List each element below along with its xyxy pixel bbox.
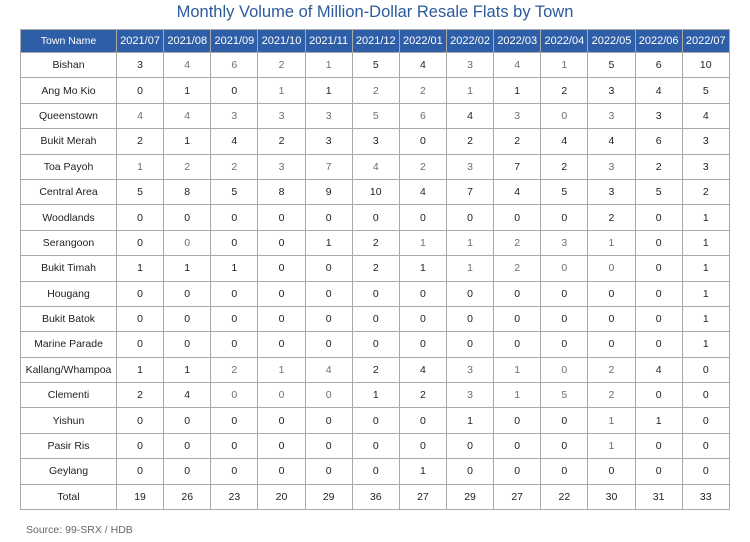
value-cell: 2 — [588, 205, 635, 230]
value-cell: 0 — [399, 205, 446, 230]
value-cell: 3 — [446, 154, 493, 179]
town-name-cell: Kallang/Whampoa — [21, 357, 117, 382]
town-name-cell: Bukit Batok — [21, 306, 117, 331]
value-cell: 0 — [635, 256, 682, 281]
value-cell: 0 — [164, 459, 211, 484]
value-cell: 4 — [117, 103, 164, 128]
value-cell: 3 — [682, 129, 729, 154]
column-header-2021-09: 2021/09 — [211, 30, 258, 53]
value-cell: 1 — [164, 129, 211, 154]
column-header-2021-07: 2021/07 — [117, 30, 164, 53]
value-cell: 4 — [399, 53, 446, 78]
total-row — [21, 484, 730, 509]
value-cell: 0 — [352, 281, 399, 306]
value-cell: 2 — [117, 383, 164, 408]
value-cell: 2 — [211, 357, 258, 382]
value-cell: 4 — [635, 357, 682, 382]
value-cell: 0 — [164, 306, 211, 331]
value-cell: 0 — [258, 306, 305, 331]
value-cell: 5 — [682, 78, 729, 103]
value-cell: 2 — [352, 230, 399, 255]
value-cell: 0 — [399, 129, 446, 154]
value-cell: 3 — [588, 179, 635, 204]
value-cell: 0 — [305, 205, 352, 230]
value-cell: 0 — [494, 281, 541, 306]
column-header-2022-04: 2022/04 — [541, 30, 588, 53]
value-cell: 0 — [258, 281, 305, 306]
value-cell: 0 — [635, 230, 682, 255]
value-cell: 0 — [588, 281, 635, 306]
value-cell: 0 — [258, 332, 305, 357]
value-cell: 0 — [588, 459, 635, 484]
value-cell: 2 — [352, 357, 399, 382]
value-cell: 3 — [446, 53, 493, 78]
value-cell: 0 — [494, 433, 541, 458]
value-cell: 0 — [305, 256, 352, 281]
value-cell: 3 — [682, 154, 729, 179]
value-cell: 4 — [635, 78, 682, 103]
value-cell: 2 — [541, 78, 588, 103]
value-cell: 0 — [588, 256, 635, 281]
value-cell: 0 — [305, 383, 352, 408]
value-cell: 1 — [494, 357, 541, 382]
value-cell: 1 — [117, 154, 164, 179]
town-name-cell: Toa Payoh — [21, 154, 117, 179]
value-cell: 0 — [258, 408, 305, 433]
value-cell: 3 — [258, 154, 305, 179]
value-cell: 4 — [494, 53, 541, 78]
value-cell: 0 — [446, 332, 493, 357]
value-cell: 4 — [588, 129, 635, 154]
value-cell: 4 — [164, 53, 211, 78]
value-cell: 1 — [588, 230, 635, 255]
town-name-cell: Bishan — [21, 53, 117, 78]
value-cell: 1 — [305, 78, 352, 103]
table-row — [21, 306, 730, 331]
value-cell: 0 — [117, 230, 164, 255]
value-cell: 3 — [352, 129, 399, 154]
town-name-cell: Central Area — [21, 179, 117, 204]
value-cell: 6 — [635, 53, 682, 78]
value-cell: 0 — [305, 459, 352, 484]
value-cell: 0 — [164, 408, 211, 433]
value-cell: 0 — [682, 357, 729, 382]
table-row — [21, 179, 730, 204]
table-row — [21, 383, 730, 408]
value-cell: 9 — [305, 179, 352, 204]
value-cell: 4 — [164, 103, 211, 128]
value-cell: 4 — [211, 129, 258, 154]
value-cell: 4 — [494, 179, 541, 204]
value-cell: 0 — [211, 332, 258, 357]
value-cell: 1 — [682, 281, 729, 306]
value-cell: 3 — [211, 103, 258, 128]
value-cell: 2 — [494, 256, 541, 281]
value-cell: 1 — [164, 78, 211, 103]
value-cell: 3 — [541, 230, 588, 255]
town-name-cell: Geylang — [21, 459, 117, 484]
value-cell: 2 — [541, 154, 588, 179]
value-cell: 0 — [305, 306, 352, 331]
total-value-cell: 19 — [117, 484, 164, 509]
value-cell: 1 — [117, 256, 164, 281]
value-cell: 0 — [164, 205, 211, 230]
value-cell: 5 — [352, 103, 399, 128]
table-row — [21, 53, 730, 78]
value-cell: 1 — [682, 230, 729, 255]
value-cell: 1 — [446, 256, 493, 281]
value-cell: 0 — [352, 205, 399, 230]
value-cell: 6 — [635, 129, 682, 154]
chart-title: Monthly Volume of Million-Dollar Resale Flats by Town — [176, 3, 574, 21]
value-cell: 2 — [399, 383, 446, 408]
value-cell: 0 — [541, 281, 588, 306]
table-row — [21, 154, 730, 179]
table-row — [21, 408, 730, 433]
value-cell: 0 — [258, 256, 305, 281]
total-value-cell: 20 — [258, 484, 305, 509]
value-cell: 5 — [211, 179, 258, 204]
column-header-2021-12: 2021/12 — [352, 30, 399, 53]
table-row — [21, 357, 730, 382]
value-cell: 0 — [541, 205, 588, 230]
value-cell: 5 — [117, 179, 164, 204]
value-cell: 3 — [305, 103, 352, 128]
total-value-cell: 27 — [494, 484, 541, 509]
value-cell: 0 — [635, 383, 682, 408]
value-cell: 0 — [211, 281, 258, 306]
value-cell: 4 — [541, 129, 588, 154]
value-cell: 0 — [164, 332, 211, 357]
value-cell: 0 — [682, 459, 729, 484]
town-name-cell: Serangoon — [21, 230, 117, 255]
value-cell: 0 — [352, 459, 399, 484]
value-cell: 0 — [117, 433, 164, 458]
value-cell: 0 — [541, 306, 588, 331]
value-cell: 5 — [352, 53, 399, 78]
total-value-cell: 30 — [588, 484, 635, 509]
value-cell: 0 — [211, 306, 258, 331]
table-row — [21, 332, 730, 357]
value-cell: 0 — [541, 357, 588, 382]
value-cell: 0 — [352, 433, 399, 458]
value-cell: 0 — [446, 306, 493, 331]
value-cell: 2 — [258, 53, 305, 78]
data-table — [20, 29, 730, 510]
value-cell: 4 — [682, 103, 729, 128]
town-name-cell: Hougang — [21, 281, 117, 306]
value-cell: 2 — [494, 129, 541, 154]
value-cell: 2 — [258, 129, 305, 154]
value-cell: 4 — [399, 179, 446, 204]
value-cell: 3 — [588, 78, 635, 103]
value-cell: 0 — [494, 205, 541, 230]
value-cell: 0 — [352, 408, 399, 433]
value-cell: 2 — [164, 154, 211, 179]
value-cell: 5 — [635, 179, 682, 204]
town-name-cell: Bukit Timah — [21, 256, 117, 281]
value-cell: 0 — [682, 383, 729, 408]
value-cell: 0 — [117, 306, 164, 331]
value-cell: 0 — [399, 281, 446, 306]
table-row — [21, 205, 730, 230]
town-name-cell: Pasir Ris — [21, 433, 117, 458]
value-cell: 1 — [211, 256, 258, 281]
source-note: Source: 99-SRX / HDB — [26, 524, 133, 536]
value-cell: 2 — [399, 78, 446, 103]
value-cell: 0 — [541, 433, 588, 458]
value-cell: 0 — [682, 433, 729, 458]
table-row — [21, 78, 730, 103]
value-cell: 0 — [399, 433, 446, 458]
value-cell: 0 — [588, 332, 635, 357]
value-cell: 1 — [635, 408, 682, 433]
value-cell: 0 — [588, 306, 635, 331]
column-header-2022-03: 2022/03 — [494, 30, 541, 53]
town-name-cell: Queenstown — [21, 103, 117, 128]
town-name-cell: Yishun — [21, 408, 117, 433]
value-cell: 1 — [541, 53, 588, 78]
table-row — [21, 256, 730, 281]
value-cell: 1 — [399, 256, 446, 281]
total-value-cell: 31 — [635, 484, 682, 509]
value-cell: 1 — [352, 383, 399, 408]
value-cell: 3 — [494, 103, 541, 128]
value-cell: 3 — [588, 154, 635, 179]
value-cell: 4 — [164, 383, 211, 408]
column-header-2022-05: 2022/05 — [588, 30, 635, 53]
value-cell: 1 — [258, 78, 305, 103]
table-row — [21, 230, 730, 255]
value-cell: 1 — [588, 408, 635, 433]
value-cell: 0 — [446, 281, 493, 306]
total-value-cell: 26 — [164, 484, 211, 509]
value-cell: 2 — [117, 129, 164, 154]
value-cell: 3 — [588, 103, 635, 128]
value-cell: 2 — [352, 78, 399, 103]
column-header-2022-07: 2022/07 — [682, 30, 729, 53]
value-cell: 1 — [494, 383, 541, 408]
value-cell: 0 — [211, 383, 258, 408]
value-cell: 7 — [494, 154, 541, 179]
value-cell: 10 — [352, 179, 399, 204]
value-cell: 2 — [399, 154, 446, 179]
value-cell: 1 — [399, 459, 446, 484]
value-cell: 0 — [635, 433, 682, 458]
value-cell: 0 — [446, 459, 493, 484]
value-cell: 0 — [164, 433, 211, 458]
value-cell: 1 — [494, 78, 541, 103]
value-cell: 10 — [682, 53, 729, 78]
value-cell: 5 — [541, 383, 588, 408]
value-cell: 0 — [446, 205, 493, 230]
town-name-cell: Clementi — [21, 383, 117, 408]
town-name-cell: Woodlands — [21, 205, 117, 230]
column-header-2021-10: 2021/10 — [258, 30, 305, 53]
value-cell: 0 — [541, 408, 588, 433]
value-cell: 1 — [682, 205, 729, 230]
value-cell: 0 — [635, 332, 682, 357]
value-cell: 0 — [211, 433, 258, 458]
value-cell: 2 — [352, 256, 399, 281]
value-cell: 0 — [211, 459, 258, 484]
value-cell: 0 — [494, 408, 541, 433]
value-cell: 0 — [117, 408, 164, 433]
value-cell: 1 — [446, 408, 493, 433]
value-cell: 0 — [494, 306, 541, 331]
value-cell: 0 — [399, 306, 446, 331]
value-cell: 0 — [117, 332, 164, 357]
value-cell: 0 — [682, 408, 729, 433]
value-cell: 0 — [541, 103, 588, 128]
value-cell: 0 — [211, 408, 258, 433]
town-name-cell: Ang Mo Kio — [21, 78, 117, 103]
value-cell: 3 — [258, 103, 305, 128]
value-cell: 0 — [164, 230, 211, 255]
total-value-cell: 36 — [352, 484, 399, 509]
value-cell: 0 — [399, 408, 446, 433]
value-cell: 0 — [117, 459, 164, 484]
value-cell: 8 — [258, 179, 305, 204]
value-cell: 1 — [164, 256, 211, 281]
value-cell: 0 — [352, 306, 399, 331]
value-cell: 6 — [211, 53, 258, 78]
value-cell: 6 — [399, 103, 446, 128]
total-value-cell: 29 — [446, 484, 493, 509]
value-cell: 0 — [541, 459, 588, 484]
value-cell: 8 — [164, 179, 211, 204]
value-cell: 7 — [305, 154, 352, 179]
value-cell: 1 — [682, 332, 729, 357]
value-cell: 0 — [399, 332, 446, 357]
value-cell: 2 — [588, 357, 635, 382]
value-cell: 1 — [164, 357, 211, 382]
column-header-2022-01: 2022/01 — [399, 30, 446, 53]
value-cell: 2 — [635, 154, 682, 179]
value-cell: 1 — [446, 230, 493, 255]
value-cell: 0 — [305, 433, 352, 458]
value-cell: 0 — [258, 383, 305, 408]
value-cell: 0 — [117, 281, 164, 306]
value-cell: 2 — [682, 179, 729, 204]
value-cell: 5 — [541, 179, 588, 204]
value-cell: 0 — [258, 205, 305, 230]
value-cell: 0 — [635, 281, 682, 306]
value-cell: 0 — [117, 78, 164, 103]
value-cell: 0 — [541, 256, 588, 281]
value-cell: 3 — [446, 357, 493, 382]
value-cell: 0 — [635, 205, 682, 230]
table-row — [21, 433, 730, 458]
value-cell: 0 — [635, 459, 682, 484]
table-body — [21, 53, 730, 510]
total-label: Total — [21, 484, 117, 509]
value-cell: 0 — [211, 78, 258, 103]
value-cell: 3 — [117, 53, 164, 78]
value-cell: 3 — [635, 103, 682, 128]
value-cell: 1 — [682, 256, 729, 281]
column-header-2022-02: 2022/02 — [446, 30, 493, 53]
value-cell: 0 — [258, 433, 305, 458]
town-name-cell: Marine Parade — [21, 332, 117, 357]
table-row — [21, 459, 730, 484]
value-cell: 0 — [117, 205, 164, 230]
value-cell: 0 — [164, 281, 211, 306]
value-cell: 0 — [305, 332, 352, 357]
town-name-cell: Bukit Merah — [21, 129, 117, 154]
value-cell: 4 — [305, 357, 352, 382]
total-value-cell: 29 — [305, 484, 352, 509]
value-cell: 0 — [541, 332, 588, 357]
value-cell: 1 — [258, 357, 305, 382]
value-cell: 0 — [635, 306, 682, 331]
value-cell: 0 — [258, 459, 305, 484]
table-row — [21, 281, 730, 306]
value-cell: 1 — [305, 230, 352, 255]
value-cell: 2 — [211, 154, 258, 179]
value-cell: 0 — [352, 332, 399, 357]
value-cell: 0 — [494, 459, 541, 484]
total-value-cell: 33 — [682, 484, 729, 509]
column-header-2021-08: 2021/08 — [164, 30, 211, 53]
value-cell: 1 — [399, 230, 446, 255]
value-cell: 3 — [305, 129, 352, 154]
value-cell: 0 — [494, 332, 541, 357]
value-cell: 1 — [446, 78, 493, 103]
column-header-2021-11: 2021/11 — [305, 30, 352, 53]
value-cell: 0 — [211, 205, 258, 230]
value-cell: 0 — [258, 230, 305, 255]
value-cell: 4 — [352, 154, 399, 179]
value-cell: 0 — [305, 281, 352, 306]
value-cell: 2 — [494, 230, 541, 255]
value-cell: 4 — [446, 103, 493, 128]
value-cell: 4 — [399, 357, 446, 382]
value-cell: 3 — [446, 383, 493, 408]
value-cell: 7 — [446, 179, 493, 204]
column-header-2022-06: 2022/06 — [635, 30, 682, 53]
total-value-cell: 22 — [541, 484, 588, 509]
value-cell: 5 — [588, 53, 635, 78]
value-cell: 1 — [305, 53, 352, 78]
value-cell: 0 — [211, 230, 258, 255]
value-cell: 0 — [446, 433, 493, 458]
table-row — [21, 129, 730, 154]
total-value-cell: 23 — [211, 484, 258, 509]
table-row — [21, 103, 730, 128]
value-cell: 2 — [588, 383, 635, 408]
value-cell: 1 — [588, 433, 635, 458]
column-header-town: Town Name — [21, 30, 117, 53]
value-cell: 1 — [682, 306, 729, 331]
total-value-cell: 27 — [399, 484, 446, 509]
value-cell: 0 — [305, 408, 352, 433]
header-row — [21, 30, 730, 53]
value-cell: 1 — [117, 357, 164, 382]
value-cell: 2 — [446, 129, 493, 154]
